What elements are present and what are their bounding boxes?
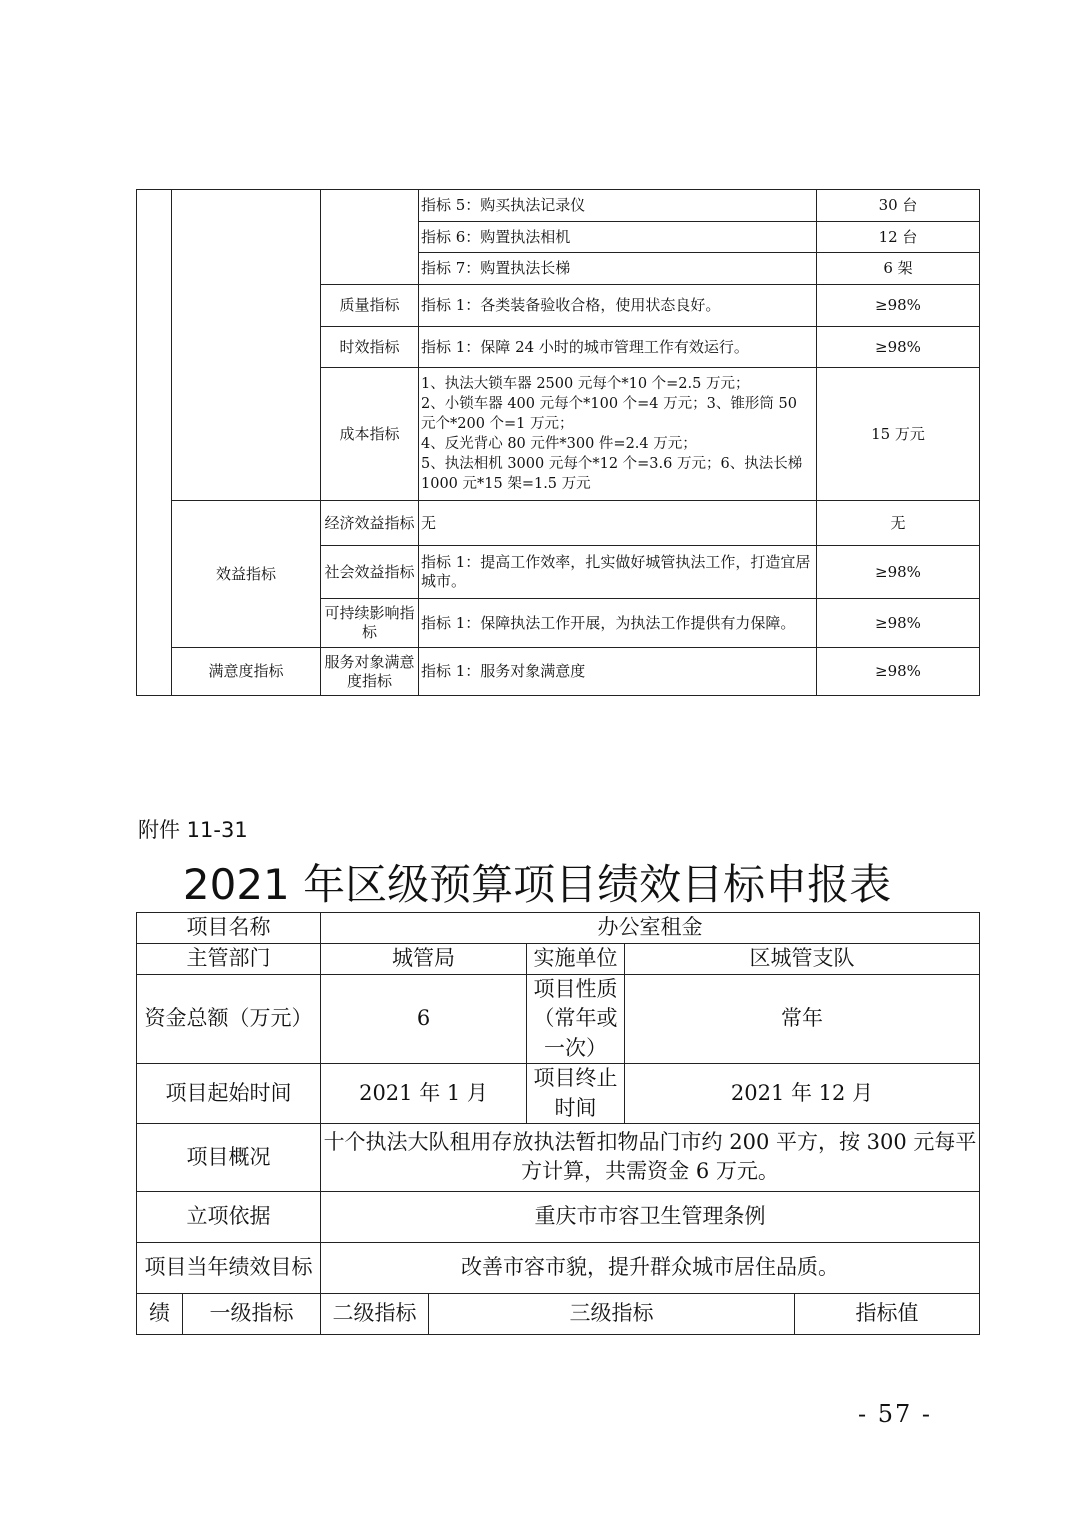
indicator-table-continued [136, 189, 980, 696]
basis-value: 重庆市市容卫生管理条例 [321, 1191, 980, 1242]
level2-cell: 社会效益指标 [321, 546, 419, 599]
application-table [136, 912, 980, 1335]
attachment-label: 附件 11-31 [138, 818, 248, 842]
table1-col0 [137, 190, 172, 696]
project-name-label: 项目名称 [137, 913, 321, 944]
cost-line: 1、执法大锁车器 2500 元每个*10 个=2.5 万元； [421, 376, 750, 392]
impl-label: 实施单位 [527, 944, 625, 975]
header-value: 指标值 [795, 1293, 980, 1334]
value-cell: 30 台 [817, 190, 980, 222]
level2-cell: 质量指标 [321, 285, 419, 327]
indicator-cell: 指标 1：保障执法工作开展，为执法工作提供有力保障。 [419, 599, 817, 648]
overview-value: 十个执法大队租用存放执法暂扣物品门市约 200 平方，按 300 元每平方计算，共需资金 6 万元。 [321, 1123, 980, 1191]
overview-label: 项目概况 [137, 1123, 321, 1191]
cost-indicator-cell [419, 368, 817, 501]
goal-label: 项目当年绩效目标 [137, 1242, 321, 1293]
indicator-cell: 指标 6：购置执法相机 [419, 222, 817, 253]
level2-cell: 成本指标 [321, 368, 419, 501]
level2-cell: 服务对象满意度指标 [321, 648, 419, 696]
goal-value: 改善市容市貌，提升群众城市居住品质。 [321, 1242, 980, 1293]
end-label: 项目终止时间 [527, 1064, 625, 1124]
cost-line: 1000 元*15 架=1.5 万元 [421, 476, 591, 492]
level2-cell: 经济效益指标 [321, 501, 419, 546]
indicator-cell: 指标 1：保障 24 小时的城市管理工作有效运行。 [419, 327, 817, 368]
indicator-cell: 指标 1：各类装备验收合格，使用状态良好。 [419, 285, 817, 327]
start-value: 2021 年 1 月 [321, 1064, 527, 1124]
level1-cell: 效益指标 [172, 501, 321, 648]
page-number: - 57 - [858, 1400, 933, 1428]
header-level3: 三级指标 [429, 1293, 795, 1334]
indicator-cell: 无 [419, 501, 817, 546]
page-title: 2021 年区级预算项目绩效目标申报表 [182, 860, 892, 909]
cost-line: 4、反光背心 80 元件*300 件=2.4 万元； [421, 436, 697, 452]
indicator-cell: 指标 5：购买执法记录仪 [419, 190, 817, 222]
dept-value: 城管局 [321, 944, 527, 975]
start-label: 项目起始时间 [137, 1064, 321, 1124]
value-cell: ≥98% [817, 546, 980, 599]
value-cell: ≥98% [817, 648, 980, 696]
header-col0: 绩 [137, 1293, 183, 1334]
value-cell: 15 万元 [817, 368, 980, 501]
header-level2: 二级指标 [321, 1293, 429, 1334]
cost-line: 元个*200 个=1 万元； [421, 416, 574, 432]
nature-value: 常年 [625, 975, 980, 1064]
basis-label: 立项依据 [137, 1191, 321, 1242]
dept-label: 主管部门 [137, 944, 321, 975]
nature-label: 项目性质（常年或一次） [527, 975, 625, 1064]
table1-output-level1 [172, 190, 321, 501]
value-cell: ≥98% [817, 285, 980, 327]
indicator-cell: 指标 7：购置执法长梯 [419, 253, 817, 285]
cost-line: 2、小锁车器 400 元每个*100 个=4 万元；3、锥形筒 50 [421, 396, 797, 412]
level2-cell: 可持续影响指标 [321, 599, 419, 648]
indicator-cell: 指标 1：提高工作效率，扎实做好城管执法工作，打造宜居城市。 [419, 546, 817, 599]
indicator-cell: 指标 1：服务对象满意度 [419, 648, 817, 696]
fund-label: 资金总额（万元） [137, 975, 321, 1064]
value-cell: 6 架 [817, 253, 980, 285]
value-cell: ≥98% [817, 327, 980, 368]
end-value: 2021 年 12 月 [625, 1064, 980, 1124]
level2-cell: 时效指标 [321, 327, 419, 368]
cost-line: 5、执法相机 3000 元每个*12 个=3.6 万元；6、执法长梯 [421, 456, 803, 472]
level1-cell: 满意度指标 [172, 648, 321, 696]
value-cell: ≥98% [817, 599, 980, 648]
project-name-value: 办公室租金 [321, 913, 980, 944]
table1-quantity-level2 [321, 190, 419, 285]
impl-value: 区城管支队 [625, 944, 980, 975]
header-level1: 一级指标 [183, 1293, 321, 1334]
value-cell: 无 [817, 501, 980, 546]
fund-value: 6 [321, 975, 527, 1064]
value-cell: 12 台 [817, 222, 980, 253]
